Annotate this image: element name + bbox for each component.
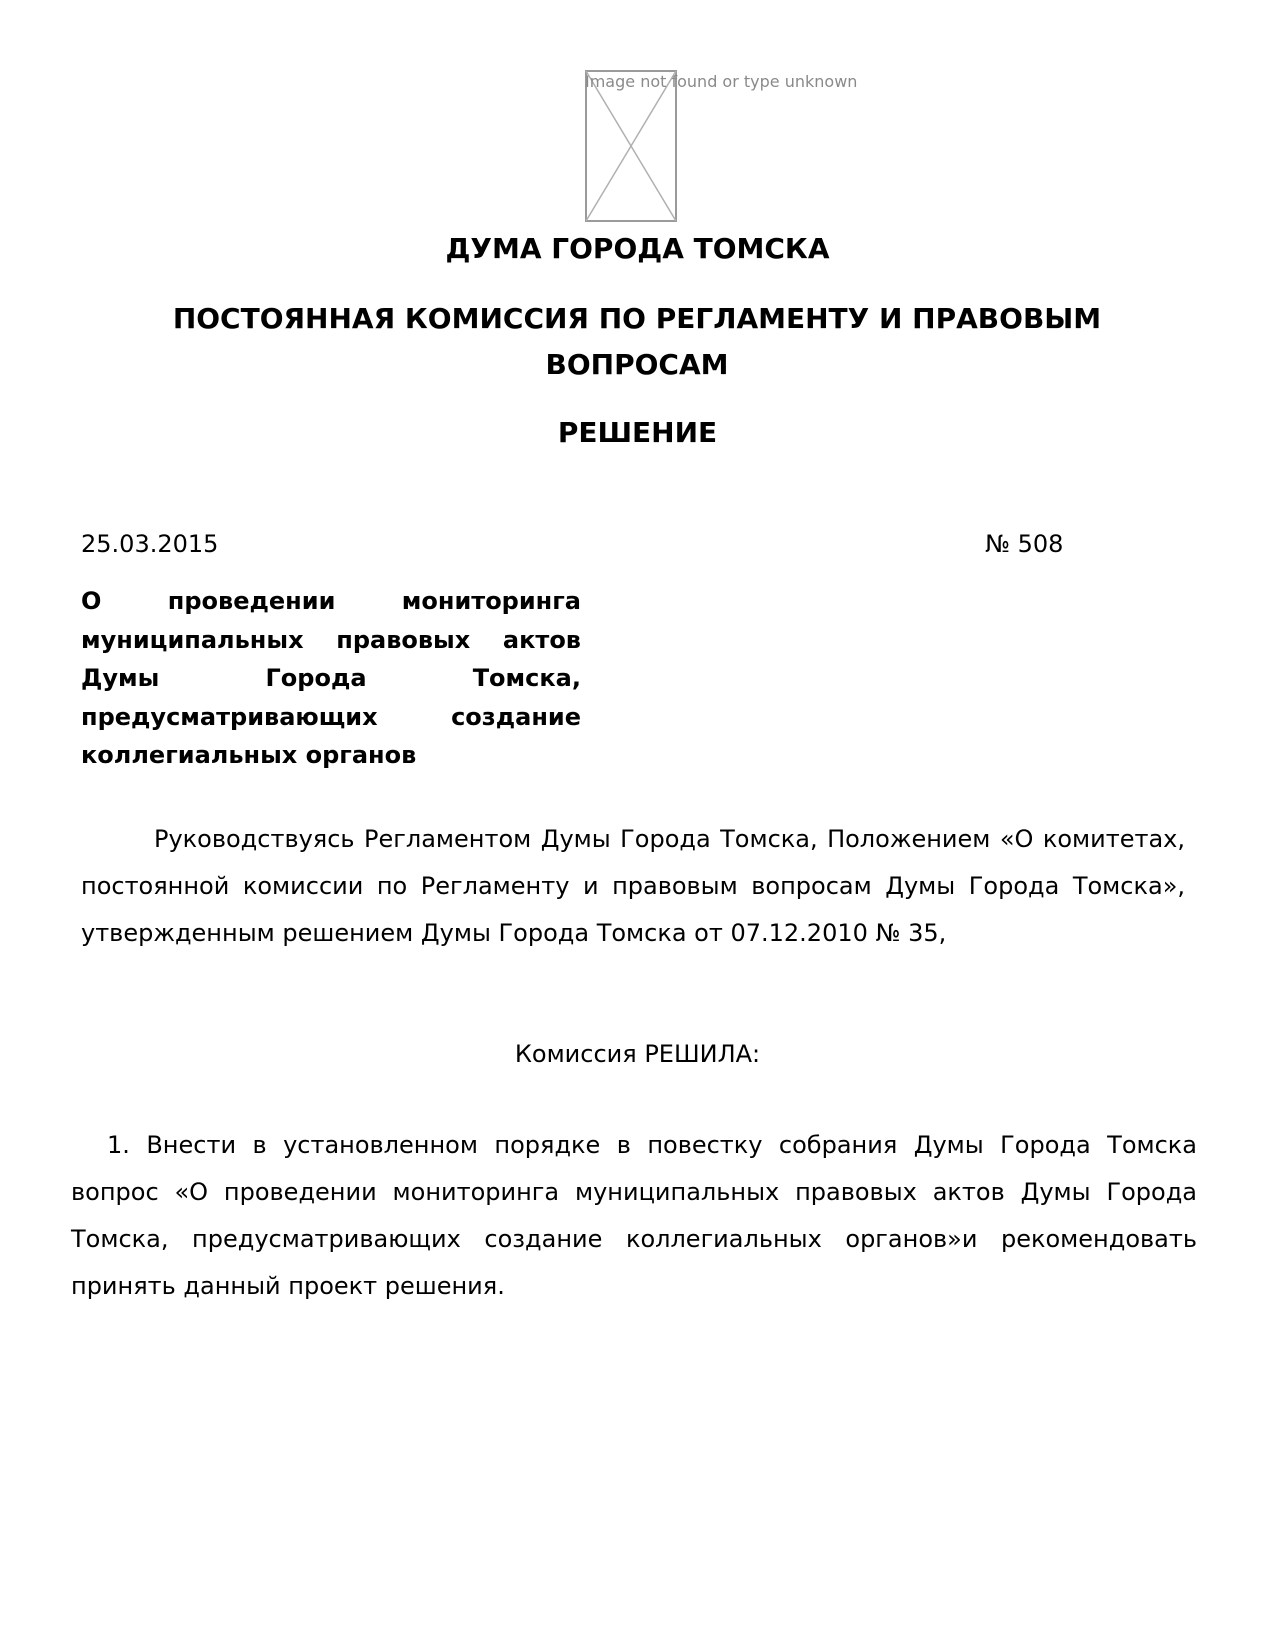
decision-heading: Комиссия РЕШИЛА:	[514, 1040, 761, 1068]
decision-number: № 508	[985, 530, 1064, 558]
broken-image-icon	[585, 70, 677, 222]
commission-title: ПОСТОЯННАЯ КОМИССИЯ ПО РЕГЛАМЕНТУ И ПРАВОВЫМ ВОПРОСАМ	[172, 302, 1102, 381]
org-title: ДУМА ГОРОДА ТОМСКА	[445, 232, 830, 265]
decision-date: 25.03.2015	[81, 530, 219, 558]
preamble-paragraph: Руководствуясь Регламентом Думы Города Томска, Положением «О комитетах, постоянной комиссии по Регламенту и правовым вопросам Думы Города Томска», утвержденным решением Думы Города Томска от 07.12.2010 № 35,	[81, 825, 1185, 947]
decision-subject: О проведении мониторинга муниципальных правовых актов Думы Города Томска, предусматривающих создание коллегиальных органов	[81, 587, 581, 769]
document-type-title: РЕШЕНИЕ	[557, 416, 718, 449]
decision-item-1: 1. Внести в установленном порядке в повестку собрания Думы Города Томска вопрос «О проведении мониторинга муниципальных правовых актов Думы Города Томска, предусматривающих создание коллегиальных органов»и рекомендовать принять данный проект решения.	[71, 1131, 1197, 1300]
image-alt-text: Image not found or type unknown	[585, 72, 858, 91]
